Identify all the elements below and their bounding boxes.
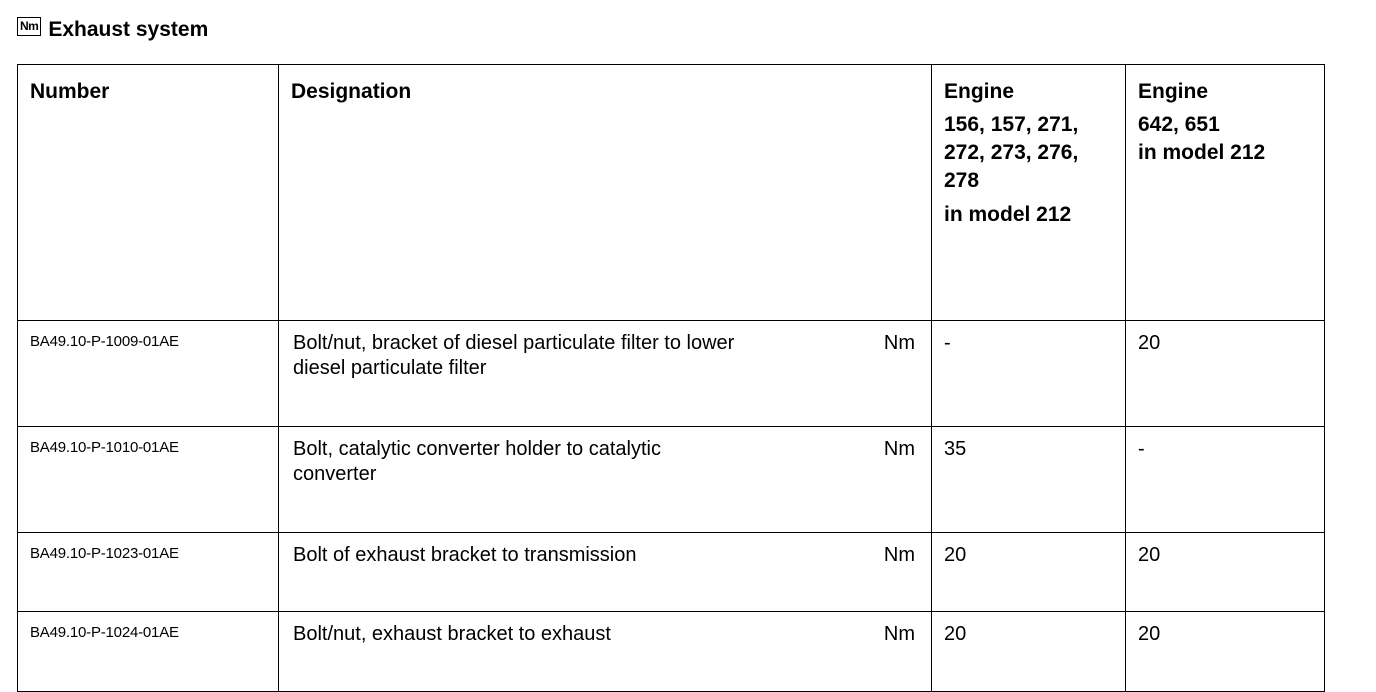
torque-nm-icon: Nm — [17, 17, 41, 36]
unit-label: Nm — [883, 623, 915, 645]
table-row — [18, 612, 1325, 692]
engine-2-value: 20 — [1126, 533, 1325, 612]
row-designation — [279, 321, 932, 427]
page-header — [17, 14, 208, 46]
engine-2-label: Engine — [1138, 80, 1209, 103]
unit-label: Nm — [883, 544, 915, 566]
engine-1-value: - — [932, 321, 1126, 427]
table-header-row — [18, 65, 1325, 321]
column-header-designation: Designation — [279, 65, 932, 321]
row-number: BA49.10-P-1009-01AE — [18, 321, 279, 427]
designation-text: Bolt, catalytic converter holder to catalytic converter — [293, 438, 661, 485]
column-header-engine-1 — [932, 65, 1126, 321]
table-row — [18, 533, 1325, 612]
row-designation — [279, 533, 932, 612]
designation-text: Bolt/nut, exhaust bracket to exhaust — [293, 623, 611, 645]
engine-2-value: 20 — [1126, 612, 1325, 692]
row-number: BA49.10-P-1024-01AE — [18, 612, 279, 692]
engine-2-value: 20 — [1126, 321, 1325, 427]
row-designation — [279, 612, 932, 692]
page-title: Exhaust system — [48, 18, 209, 41]
engine-1-value: 35 — [932, 427, 1126, 533]
engine-2-value: - — [1126, 427, 1325, 533]
row-number: BA49.10-P-1023-01AE — [18, 533, 279, 612]
designation-text: Bolt of exhaust bracket to transmission — [293, 544, 637, 566]
column-header-engine-2 — [1126, 65, 1325, 321]
engine-1-line-2: 272, 273, 276, — [944, 141, 1079, 164]
table-row — [18, 427, 1325, 533]
engine-2-line-1: 642, 651 — [1138, 113, 1220, 136]
column-header-number: Number — [18, 65, 279, 321]
engine-1-line-1: 156, 157, 271, — [944, 113, 1079, 136]
row-designation — [279, 427, 932, 533]
engine-1-line-3: 278 — [944, 169, 980, 192]
row-number: BA49.10-P-1010-01AE — [18, 427, 279, 533]
torque-spec-table — [17, 64, 1325, 692]
engine-1-label: Engine — [944, 80, 1015, 103]
engine-1-value: 20 — [932, 612, 1126, 692]
table-row — [18, 321, 1325, 427]
engine-1-line-4: in model 212 — [944, 203, 1072, 226]
unit-label: Nm — [883, 332, 915, 354]
engine-2-line-2: in model 212 — [1138, 141, 1266, 164]
unit-label: Nm — [883, 438, 915, 460]
engine-1-value: 20 — [932, 533, 1126, 612]
designation-text: Bolt/nut, bracket of diesel particulate filter to lower diesel particulate filter — [293, 332, 735, 379]
